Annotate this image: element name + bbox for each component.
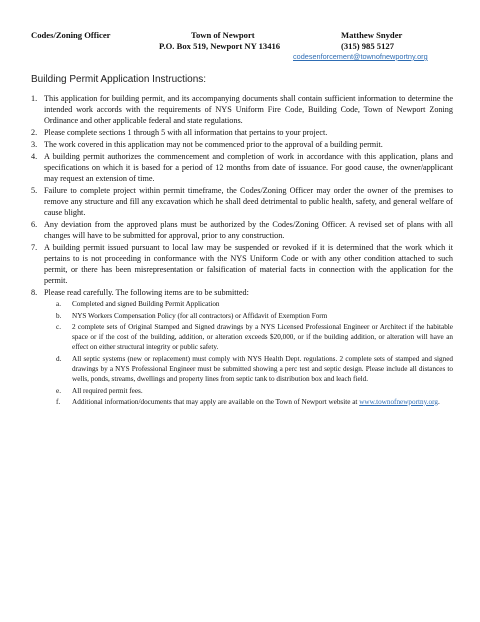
list-item xyxy=(31,242,453,287)
office-title: Codes/Zoning Officer xyxy=(31,30,111,40)
sub-item-letter: b. xyxy=(56,311,62,320)
sub-item xyxy=(44,322,453,353)
sub-item xyxy=(44,299,453,309)
sub-item-letter: f. xyxy=(56,397,61,406)
list-item xyxy=(31,219,453,241)
sub-item-text: Additional information/documents that may apply are available on the Town of Newport website at xyxy=(72,397,358,406)
sub-item xyxy=(44,386,453,396)
item-text: The work covered in this application may not be commenced prior to the approval of a building permit. xyxy=(44,139,383,149)
email-link[interactable]: codesenforcement@townofnewportny.org xyxy=(293,52,428,61)
item-number: 8. xyxy=(31,287,38,297)
list-item xyxy=(31,139,453,150)
list-item xyxy=(31,287,453,407)
item-number: 2. xyxy=(31,128,38,138)
item-text: Please complete sections 1 through 5 with all information that pertains to your project. xyxy=(44,128,328,138)
list-item xyxy=(31,93,453,127)
officer-name: Matthew Snyder xyxy=(341,30,403,40)
sub-item-text: NYS Workers Compensation Policy (for all contractors) or Affidavit of Exemption Form xyxy=(72,311,328,320)
list-item xyxy=(31,151,453,185)
sub-item-text: All septic systems (new or replacement) must comply with NYS Health Dept. regulations. 2 complete sets of stamped and signed drawings by a NYS Professional Engineer must be submitted showing a perc test and septic design. Please include all distances to wells, ponds, streams, dwellings and property lines from septic tank to distribution box and leach field. xyxy=(72,354,453,384)
town-address: P.O. Box 519, Newport NY 13416 xyxy=(159,41,281,51)
item-number: 1. xyxy=(31,94,38,103)
sub-item xyxy=(44,354,453,385)
letterhead-row-1 xyxy=(31,30,450,41)
item-text: Please read carefully. The following items are to be submitted: xyxy=(44,287,249,297)
instruction-list xyxy=(31,93,453,408)
sub-item-text: 2 complete sets of Original Stamped and Signed drawings by a NYS Licensed Professional Engineer or Architect if the habitable space or if the cost of the building, addition, or alteration exceeds $20,000, or if the building addition, or alteration will have an effect on either structural integrity or public safety. xyxy=(72,322,453,352)
list-item xyxy=(31,127,453,138)
sub-item-letter: e. xyxy=(56,386,61,395)
town-name: Town of Newport xyxy=(191,30,255,40)
item-number: 7. xyxy=(31,242,38,252)
sub-item-letter: a. xyxy=(56,300,61,309)
item-text: Failure to complete project within permit timeframe, the Codes/Zoning Officer may order the owner of the premises to remove any structure and fill any excavation which he shall deed detrimental to public health, safety, and general welfare of cause blight. xyxy=(44,185,453,218)
list-item xyxy=(31,185,453,219)
item-number: 4. xyxy=(31,151,38,161)
item-number: 6. xyxy=(31,219,38,229)
phone-number: (315) 985 5127 xyxy=(341,41,394,51)
sub-item xyxy=(44,397,453,407)
item-number: 3. xyxy=(31,139,38,149)
item-text: A building permit authorizes the commencement and completion of work in accordance with this application, plans and specifications on which it is based for a period of 12 months from date of issuance. For good cause, the owner/applicant may request an extension of time. xyxy=(44,151,453,183)
item-text: This application for building permit, and its accompanying documents shall contain sufficient information to determine the intended work accords with the requirements of NYS Uniform Fire Code, Building Code, Town of Newport Zoning Ordinance and other applicable federal and state regulations. xyxy=(44,94,453,126)
page-title: Building Permit Application Instructions: xyxy=(31,74,207,85)
letterhead xyxy=(31,30,450,61)
submission-list xyxy=(44,299,453,407)
sub-item-period: . xyxy=(437,397,440,406)
sub-item-text: All required permit fees. xyxy=(72,386,143,395)
sub-item-letter: c. xyxy=(56,322,61,331)
sub-item-letter: d. xyxy=(56,354,62,363)
sub-item-text: Completed and signed Building Permit Application xyxy=(72,300,220,309)
website-link[interactable]: www.townofnewportny.org xyxy=(359,397,438,406)
item-number: 5. xyxy=(31,185,38,195)
item-text: A building permit issued pursuant to local law may be suspended or revoked if it is determined that the work which it pertains to is not proceeding in conformance with the NYS Uniform Code or with any other condition attached to such permit, or there has been misrepresentation or falsification of material facts in connection with the application for the permit. xyxy=(44,242,453,286)
item-text: Any deviation from the approved plans must be authorized by the Codes/Zoning Officer. A revised set of plans with all changes will have to be submitted for approval, prior to any construction. xyxy=(44,219,453,240)
sub-item xyxy=(44,311,453,321)
letterhead-row-2 xyxy=(31,41,450,52)
